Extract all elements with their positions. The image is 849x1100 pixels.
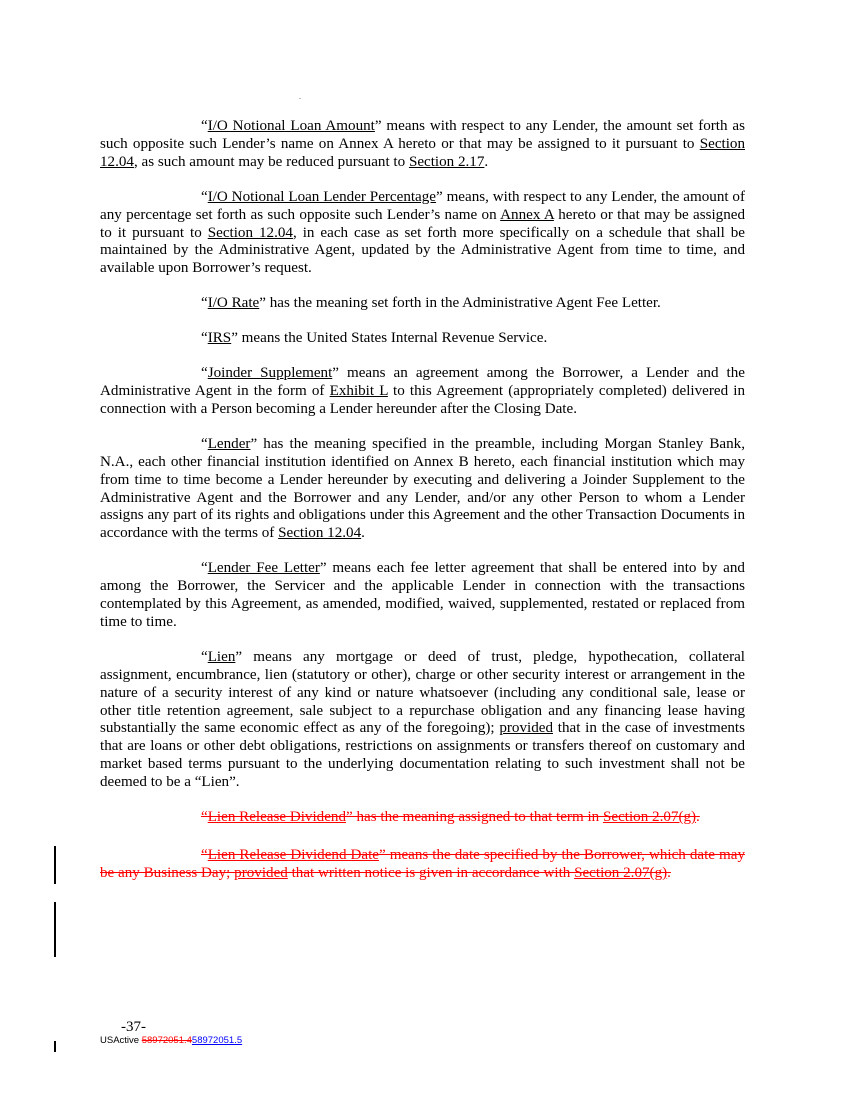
deleted-proviso-term: provided xyxy=(234,864,288,881)
definition-lender: “Lender” has the meaning specified in the preamble, including Morgan Stanley Bank, N.A., each other financial institution identified on Annex B hereto, each financial institution which may from time to time become a Lender hereunder by executing and delivering a Joinder Supplement to the Administrative Agent and the Borrower and any Lender, and/or any other Person to whom a Lender assigns any part of its rights and obligations under this Agreement and the other Transaction Documents in accordance with the terms of Section 12.04. xyxy=(100,435,745,542)
deleted-section-reference: Section 2.07(g) xyxy=(602,809,697,826)
header-dot: . xyxy=(299,92,301,101)
defined-term: I/O Rate xyxy=(207,295,260,312)
defined-term: Lender Fee Letter xyxy=(207,560,320,577)
annex-reference: Annex A xyxy=(500,206,554,223)
section-reference: Section 12.04 xyxy=(207,224,293,241)
definition-io-rate: “I/O Rate” has the meaning set forth in the Administrative Agent Fee Letter. xyxy=(201,295,661,312)
change-bar xyxy=(54,846,56,884)
definitions-body xyxy=(100,118,745,900)
page-number: -37- xyxy=(121,1019,146,1035)
footer-inserted-id: 58972051.5 xyxy=(191,1035,243,1046)
deleted-definition-lien-release-dividend: “Lien Release Dividend” has the meaning assigned to that term in Section 2.07(g). xyxy=(201,809,700,826)
definition-joinder-supplement: “Joinder Supplement” means an agreement among the Borrower, a Lender and the Administrative Agent in the form of Exhibit L to this Agreement (appropriately completed) delivered in connection with a Person becoming a Lender hereunder after the Closing Date. xyxy=(100,365,746,417)
deleted-defined-term: Lien Release Dividend Date xyxy=(207,847,379,863)
change-bar xyxy=(54,1041,56,1052)
definition-lien: “Lien” means any mortgage or deed of trust, pledge, hypothecation, collateral assignment, encumbrance, lien (statutory or other), charge or other security interest or arrangement in the nature of a security interest of any kind or nature whatsoever (including any conditional sale, lease or other title retention agreement, sale subject to a repurchase obligation and any financing lease having substantially the same economic effect as any of the foregoing); provided that in the case of investments that are loans or other debt obligations, restrictions on assignments or transfers thereof on customary and market based terms pursuant to the underlying documentation relating to such investment shall not be deemed to be a “Lien”. xyxy=(100,648,746,791)
deleted-definition-lien-release-dividend-date: “Lien Release Dividend Date” means the date specified by the Borrower, which date may be any Business Day; provided that written notice is given in accordance with Section 2.07(g). xyxy=(100,847,745,881)
definition-irs: “IRS” means the United States Internal Revenue Service. xyxy=(201,330,548,347)
definition-io-notional-loan-amount: “I/O Notional Loan Amount” means with respect to any Lender, the amount set forth as such opposite such Lender’s name on Annex A hereto or that may be assigned to it pursuant to Section 12.04, as such amount may be reduced pursuant to Section 2.17. xyxy=(100,118,745,170)
change-bar xyxy=(54,902,56,957)
exhibit-reference: Exhibit L xyxy=(329,382,388,399)
definition-lender-fee-letter: “Lender Fee Letter” means each fee letter agreement that shall be entered into by and among the Borrower, the Servicer and the applicable Lender in connection with the transactions contemplated by this Agreement, as amended, modified, waived, supplemented, restated or replaced from time to time. xyxy=(100,560,745,630)
defined-term: IRS xyxy=(207,330,232,347)
proviso-term: provided xyxy=(499,720,553,737)
section-reference: Section 2.17 xyxy=(408,153,485,170)
defined-term: Joinder Supplement xyxy=(207,365,333,382)
defined-term: Lien xyxy=(207,648,236,665)
deleted-defined-term: Lien Release Dividend xyxy=(207,809,347,826)
defined-term: I/O Notional Loan Amount xyxy=(207,118,375,134)
definition-io-notional-loan-lender-percentage: “I/O Notional Loan Lender Percentage” means, with respect to any Lender, the amount of any percentage set forth as such opposite such Lender’s name on Annex A hereto or that may be assigned to it pursuant to Section 12.04, in each case as set forth more specifically on a schedule that shall be maintained by the Administrative Agent, updated by the Administrative Agent from time to time, and available upon Borrower’s request. xyxy=(100,188,746,277)
defined-term: I/O Notional Loan Lender Percentage xyxy=(207,188,437,205)
deleted-section-reference: Section 2.07(g) xyxy=(574,864,668,881)
document-footer-id: USActive 58972051.458972051.5 xyxy=(100,1035,243,1046)
section-reference: Section 12.04 xyxy=(278,525,362,542)
footer-deleted-id: 58972051.4 xyxy=(141,1035,192,1046)
section-reference: Section 12.04 xyxy=(100,135,745,170)
defined-term: Lender xyxy=(207,435,251,452)
